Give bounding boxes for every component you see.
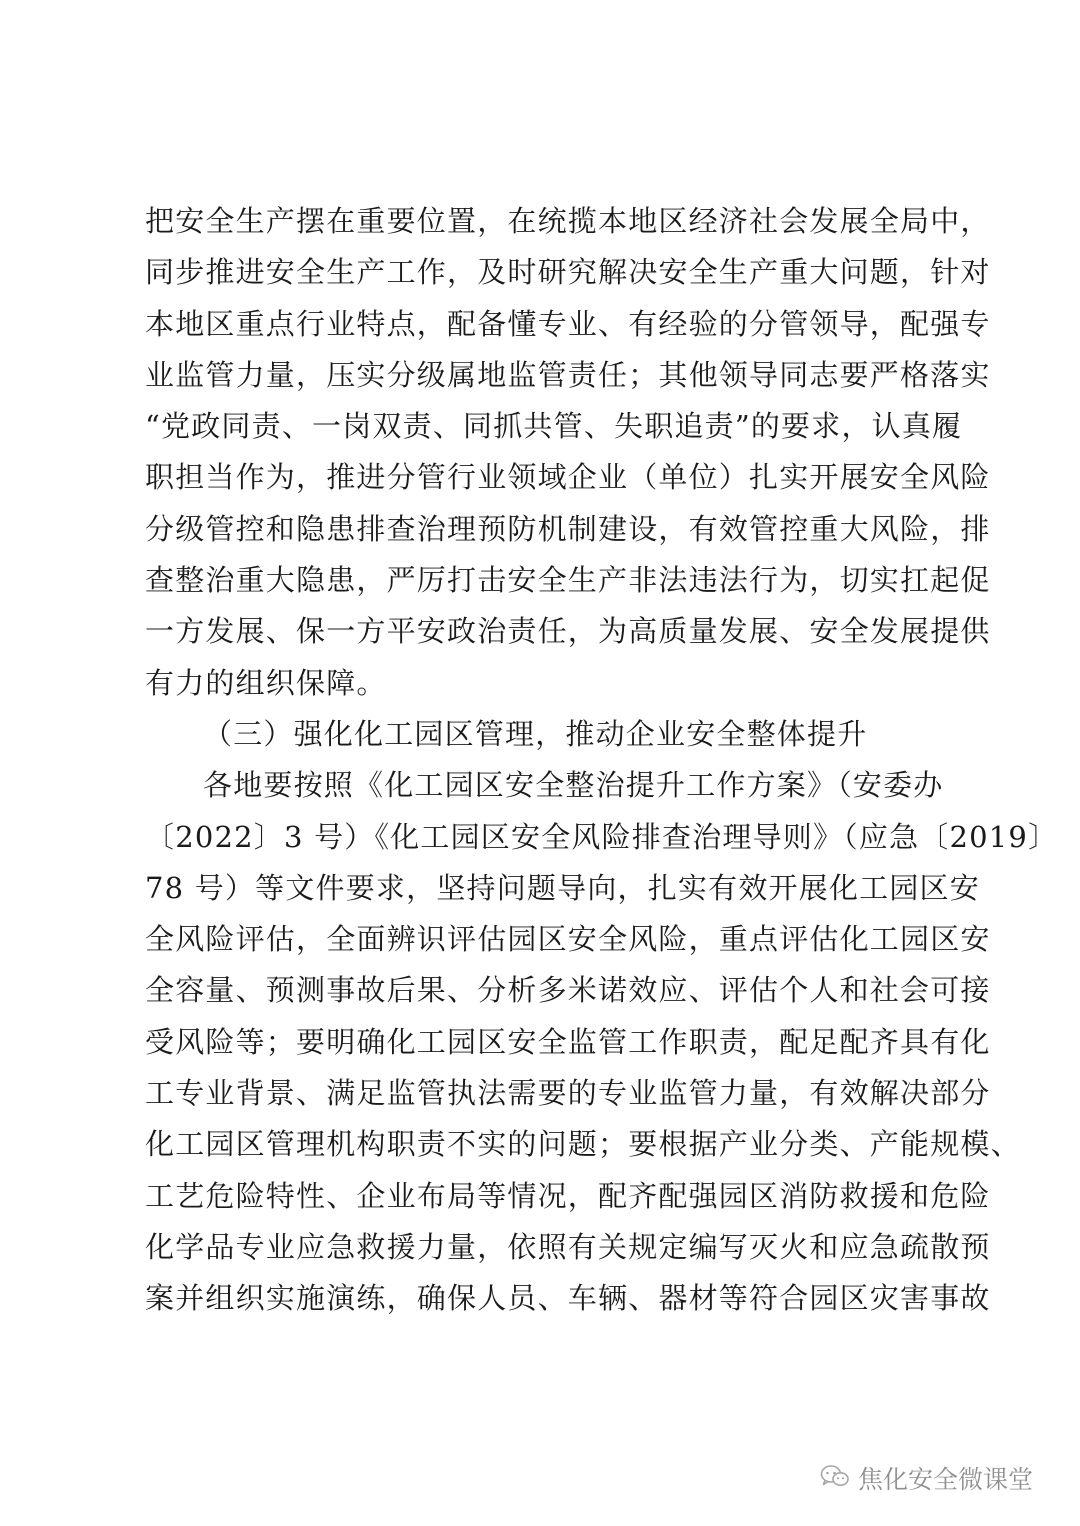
text-line: 一方发展、保一方平安政治责任，为高质量发展、安全发展提供 (145, 614, 991, 649)
text-line: 工专业背景、满足监管执法需要的专业监管力量，有效解决部分 (145, 1076, 991, 1111)
text-line: 化工园区管理机构职责不实的问题；要根据产业分类、产能规模、 (145, 1127, 1021, 1162)
text-line: 分级管控和隐患排查治理预防机制建设，有效管控重大风险，排 (145, 511, 991, 546)
text-line: 全风险评估，全面辨识评估园区安全风险，重点评估化工园区安 (145, 922, 991, 957)
watermark-text: 焦化安全微课堂 (858, 1465, 1034, 1494)
document-body (145, 196, 1059, 1325)
text-line: 案并组织实施演练，确保人员、车辆、器材等符合园区灾害事故 (145, 1281, 991, 1316)
text-line: 全容量、预测事故后果、分析多米诺效应、评估个人和社会可接 (145, 973, 991, 1008)
wechat-icon (820, 1464, 850, 1492)
text-line: 查整治重大隐患，严厉打击安全生产非法违法行为，切实扛起促 (145, 563, 991, 598)
text-line: 各地要按照《化工园区安全整治提升工作方案》（安委办 (203, 768, 944, 803)
text-line: 工艺危险特性、企业布局等情况，配齐配强园区消防救援和危险 (145, 1178, 991, 1213)
text-line: 同步推进安全生产工作，及时研究解决安全生产重大问题，针对 (145, 255, 991, 290)
text-line: 业监管力量，压实分级属地监管责任；其他领导同志要严格落实 (145, 357, 991, 392)
text-line: 有力的组织保障。 (145, 665, 387, 700)
text-line: 〔2022〕3 号）《化工园区安全风险排查治理导则》（应急〔2019〕 (145, 819, 1059, 854)
text-line: 职担当作为，推进分管行业领域企业（单位）扎实开展安全风险 (145, 460, 991, 495)
text-line: 78 号）等文件要求，坚持问题导向，扎实有效开展化工园区安 (145, 870, 980, 905)
text-line: “党政同责、一岗双责、同抓共管、失职追责”的要求，认真履 (145, 409, 963, 444)
text-line: 本地区重点行业特点，配备懂专业、有经验的分管领导，配强专 (145, 306, 991, 341)
text-line: 受风险等；要明确化工园区安全监管工作职责，配足配齐具有化 (145, 1024, 991, 1059)
text-line: 化学品专业应急救援力量，依照有关规定编写灭火和应急疏散预 (145, 1229, 991, 1264)
watermark (820, 1464, 1033, 1492)
text-line: 把安全生产摆在重要位置，在统揽本地区经济社会发展全局中， (145, 204, 991, 238)
section-heading: （三）强化化工园区管理，推动企业安全整体提升 (203, 716, 868, 751)
